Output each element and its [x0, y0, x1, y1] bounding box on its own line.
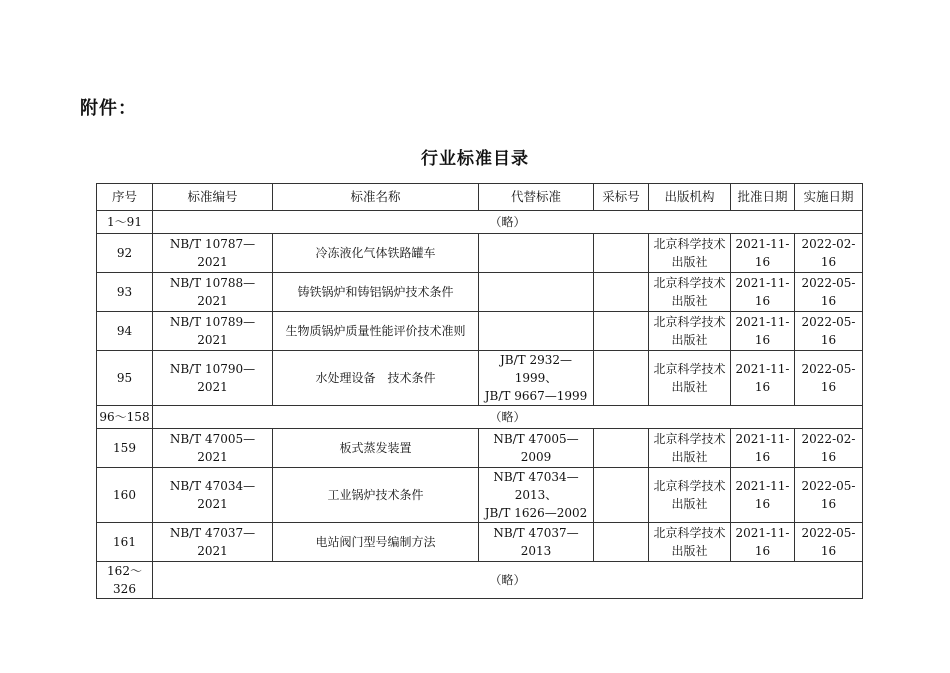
approval-date: 2021-11-16	[731, 312, 795, 351]
publisher-line: 出版社	[671, 380, 708, 394]
standard-name: 铸铁锅炉和铸铝锅炉技术条件	[273, 273, 479, 312]
replaced-standards	[479, 273, 594, 312]
replaced-standard: JB/T 2932—1999、	[499, 353, 573, 385]
publisher-line: 出版社	[671, 497, 708, 511]
effective-date: 2022-02-16	[795, 234, 863, 273]
adopted-number	[594, 468, 649, 523]
row-number: 94	[97, 312, 153, 351]
standards-table	[96, 183, 863, 599]
replaced-standard: NB/T 47005—2009	[493, 432, 579, 464]
table-row	[97, 351, 863, 406]
replaced-standard: JB/T 1626—2002	[484, 506, 588, 520]
publisher	[649, 234, 731, 273]
row-number: 95	[97, 351, 153, 406]
publisher-line: 北京科学技术	[653, 526, 726, 540]
standard-name: 生物质锅炉质量性能评价技术准则	[273, 312, 479, 351]
publisher-line: 出版社	[671, 333, 708, 347]
adopted-number	[594, 312, 649, 351]
omitted-row	[97, 406, 863, 429]
publisher	[649, 523, 731, 562]
publisher	[649, 468, 731, 523]
omitted-note: （略）	[153, 211, 863, 234]
header-adopted: 采标号	[594, 184, 649, 211]
omitted-row	[97, 211, 863, 234]
effective-date: 2022-05-16	[795, 273, 863, 312]
standard-name: 电站阀门型号编制方法	[273, 523, 479, 562]
header-approved: 批准日期	[731, 184, 795, 211]
attachment-label: 附件：	[80, 98, 137, 119]
replaced-standard: NB/T 47037—2013	[493, 526, 579, 558]
replaced-standards	[479, 523, 594, 562]
omitted-row	[97, 562, 863, 599]
standard-name: 水处理设备 技术条件	[273, 351, 479, 406]
standard-code: NB/T 47005—2021	[153, 429, 273, 468]
publisher-line: 出版社	[671, 450, 708, 464]
table-row	[97, 273, 863, 312]
effective-date: 2022-05-16	[795, 523, 863, 562]
effective-date: 2022-05-16	[795, 468, 863, 523]
publisher-line: 北京科学技术	[653, 432, 726, 446]
adopted-number	[594, 234, 649, 273]
row-range: 96～158	[97, 406, 153, 429]
effective-date: 2022-02-16	[795, 429, 863, 468]
standard-name: 板式蒸发装置	[273, 429, 479, 468]
publisher-line: 北京科学技术	[653, 362, 726, 376]
standard-code: NB/T 47037—2021	[153, 523, 273, 562]
publisher-line: 出版社	[671, 294, 708, 308]
replaced-standards	[479, 429, 594, 468]
header-publisher: 出版机构	[649, 184, 731, 211]
row-number: 159	[97, 429, 153, 468]
publisher	[649, 273, 731, 312]
row-number: 92	[97, 234, 153, 273]
standard-name: 工业锅炉技术条件	[273, 468, 479, 523]
publisher-line: 北京科学技术	[653, 315, 726, 329]
row-number: 93	[97, 273, 153, 312]
row-number: 160	[97, 468, 153, 523]
table-header-row	[97, 184, 863, 211]
approval-date: 2021-11-16	[731, 468, 795, 523]
header-name: 标准名称	[273, 184, 479, 211]
standard-name: 冷冻液化气体铁路罐车	[273, 234, 479, 273]
table-row	[97, 312, 863, 351]
approval-date: 2021-11-16	[731, 351, 795, 406]
replaced-standards	[479, 234, 594, 273]
standard-code: NB/T 47034—2021	[153, 468, 273, 523]
standard-code: NB/T 10788—2021	[153, 273, 273, 312]
approval-date: 2021-11-16	[731, 273, 795, 312]
publisher-line: 北京科学技术	[653, 479, 726, 493]
table-row	[97, 523, 863, 562]
publisher	[649, 429, 731, 468]
approval-date: 2021-11-16	[731, 429, 795, 468]
standard-code: NB/T 10790—2021	[153, 351, 273, 406]
publisher-line: 北京科学技术	[653, 237, 726, 251]
effective-date: 2022-05-16	[795, 351, 863, 406]
replaced-standards	[479, 351, 594, 406]
row-range: 162～326	[97, 562, 153, 599]
effective-date: 2022-05-16	[795, 312, 863, 351]
header-replaces: 代替标准	[479, 184, 594, 211]
publisher-line: 出版社	[671, 544, 708, 558]
standard-code: NB/T 10789—2021	[153, 312, 273, 351]
adopted-number	[594, 429, 649, 468]
document-title: 行业标准目录	[421, 149, 529, 169]
row-range: 1～91	[97, 211, 153, 234]
adopted-number	[594, 273, 649, 312]
table-row	[97, 234, 863, 273]
table-row	[97, 429, 863, 468]
publisher-line: 北京科学技术	[653, 276, 726, 290]
header-no: 序号	[97, 184, 153, 211]
table-row	[97, 468, 863, 523]
standard-code: NB/T 10787—2021	[153, 234, 273, 273]
header-code: 标准编号	[153, 184, 273, 211]
row-number: 161	[97, 523, 153, 562]
approval-date: 2021-11-16	[731, 234, 795, 273]
replaced-standard: JB/T 9667—1999	[484, 389, 588, 403]
adopted-number	[594, 351, 649, 406]
adopted-number	[594, 523, 649, 562]
publisher	[649, 312, 731, 351]
header-effective: 实施日期	[795, 184, 863, 211]
replaced-standard: NB/T 47034—2013、	[493, 470, 579, 502]
publisher-line: 出版社	[671, 255, 708, 269]
omitted-note: （略）	[153, 562, 863, 599]
approval-date: 2021-11-16	[731, 523, 795, 562]
publisher	[649, 351, 731, 406]
replaced-standards	[479, 468, 594, 523]
replaced-standards	[479, 312, 594, 351]
omitted-note: （略）	[153, 406, 863, 429]
